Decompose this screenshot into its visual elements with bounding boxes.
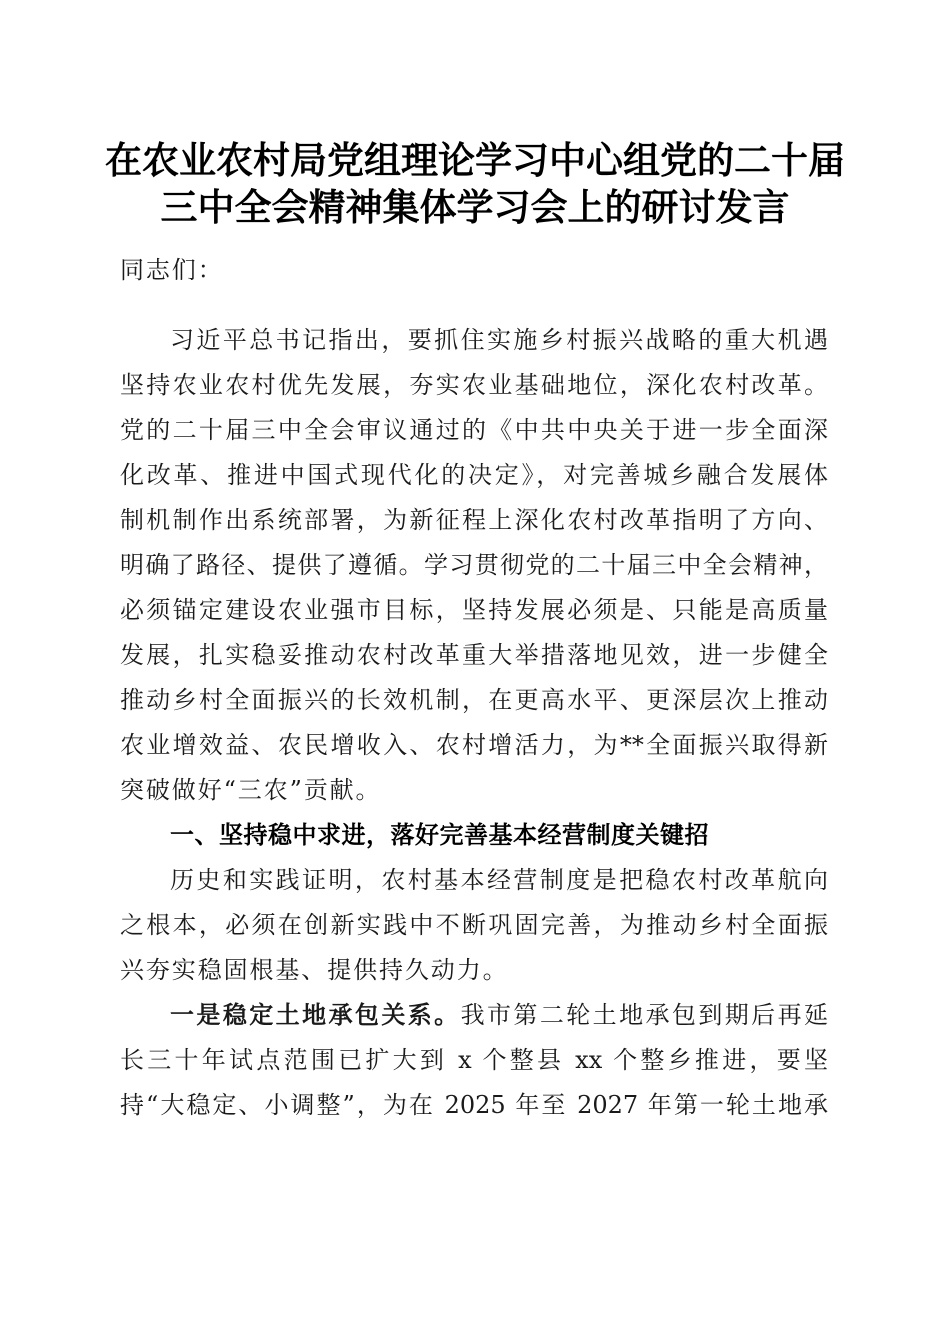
intro-line: 必须锚定建设农业强市目标，坚持发展必须是、只能是高质量 — [120, 596, 828, 624]
intro-line: 农业增效益、农民增收入、农村增活力，为**全面振兴取得新 — [120, 731, 828, 759]
section-line: 之根本，必须在创新实践中不断巩固完善，为推动乡村全面振 — [120, 911, 828, 939]
point-line — [170, 999, 828, 1031]
intro-line: 坚持农业农村优先发展，夯实农业基础地位，深化农村改革。 — [120, 371, 828, 399]
document-title-line-2: 三中全会精神集体学习会上的研讨发言 — [160, 185, 790, 229]
intro-line: 习近平总书记指出，要抓住实施乡村振兴战略的重大机遇 — [170, 326, 828, 354]
section-line: 历史和实践证明，农村基本经营制度是把稳农村改革航向 — [170, 866, 828, 894]
point-lead: 一是稳定土地承包关系。 — [170, 1000, 461, 1029]
document-title-line-1: 在农业农村局党组理论学习中心组党的二十届 — [105, 138, 845, 182]
section-heading: 一、坚持稳中求进，落好完善基本经营制度关键招 — [170, 821, 709, 849]
section-line: 兴夯实稳固根基、提供持久动力。 — [120, 956, 509, 984]
intro-line: 发展，扎实稳妥推动农村改革重大举措落地见效，进一步健全 — [120, 641, 828, 669]
intro-line: 化改革、推进中国式现代化的决定》，对完善城乡融合发展体 — [120, 461, 828, 489]
point-line: 持“大稳定、小调整”，为在 2025 年至 2027 年第一轮土地承 — [120, 1091, 828, 1119]
point-text: 我市第二轮土地承包到期后再延 — [460, 1001, 829, 1029]
intro-line: 制机制作出系统部署，为新征程上深化农村改革指明了方向、 — [120, 506, 828, 534]
intro-line: 党的二十届三中全会审议通过的《中共中央关于进一步全面深 — [120, 416, 828, 444]
salutation: 同志们： — [120, 256, 224, 284]
intro-line: 推动乡村全面振兴的长效机制，在更高水平、更深层次上推动 — [120, 686, 828, 714]
point-line: 长三十年试点范围已扩大到 x 个整县 xx 个整乡推进，要坚 — [120, 1046, 828, 1074]
intro-line: 明确了路径、提供了遵循。学习贯彻党的二十届三中全会精神， — [120, 551, 828, 579]
intro-line: 突破做好“三农”贡献。 — [120, 776, 382, 804]
